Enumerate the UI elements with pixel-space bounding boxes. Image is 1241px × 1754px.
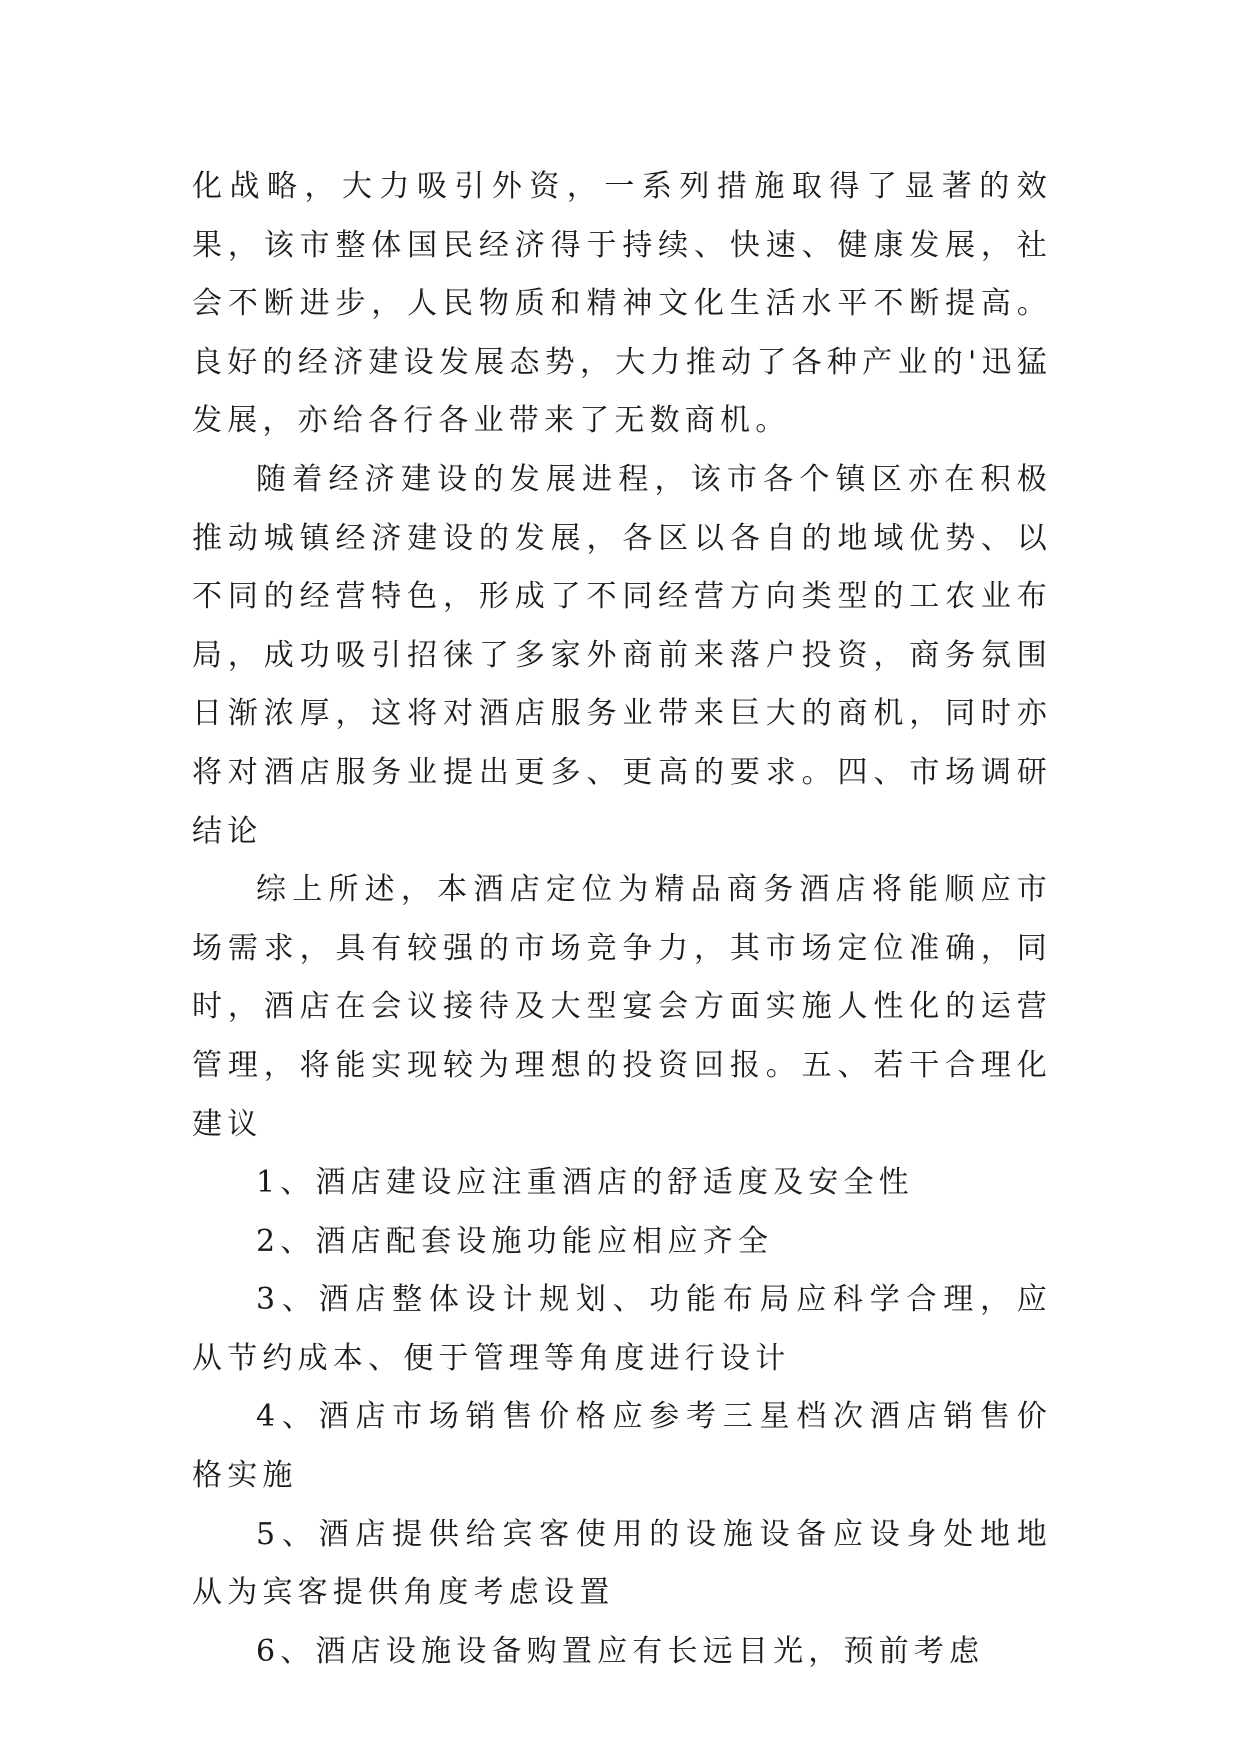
document-body <box>192 158 1052 1681</box>
paragraph-town-development: 随着经济建设的发展进程，该市各个镇区亦在积极推动城镇经济建设的发展，各区以各自的地域优势、以不同的经营特色，形成了不同经营方向类型的工农业布局，成功吸引招徕了多家外商前来落户投资，商务氛围日渐浓厚，这将对酒店服务业带来巨大的商机，同时亦将对酒店服务业提出更多、更高的要求。四、市场调研结论 <box>192 461 1052 849</box>
suggestion-item-2: 2、酒店配套设施功能应相应齐全 <box>256 1223 774 1259</box>
paragraph-economic-development: 化战略，大力吸引外资，一系列措施取得了显著的效果，该市整体国民经济得于持续、快速、健康发展，社会不断进步，人民物质和精神文化生活水平不断提高。良好的经济建设发展态势，大力推动了各种产业的'迅猛发展，亦给各行各业带来了无数商机。 <box>192 169 1052 439</box>
suggestion-item-4: 4、酒店市场销售价格应参考三星档次酒店销售价格实施 <box>192 1399 1052 1494</box>
suggestion-item-6: 6、酒店设施设备购置应有长远目光，预前考虑 <box>256 1633 985 1669</box>
paragraph-conclusion: 综上所述，本酒店定位为精品商务酒店将能顺应市场需求，具有较强的市场竞争力，其市场定位准确，同时，酒店在会议接待及大型宴会方面实施人性化的运营管理，将能实现较为理想的投资回报。五、若干合理化建议 <box>192 872 1052 1142</box>
suggestion-item-1: 1、酒店建设应注重酒店的舒适度及安全性 <box>256 1165 914 1201</box>
suggestion-item-3: 3、酒店整体设计规划、功能布局应科学合理，应从节约成本、便于管理等角度进行设计 <box>192 1282 1052 1376</box>
suggestion-item-5: 5、酒店提供给宾客使用的设施设备应设身处地地从为宾客提供角度考虑设置 <box>192 1516 1052 1611</box>
